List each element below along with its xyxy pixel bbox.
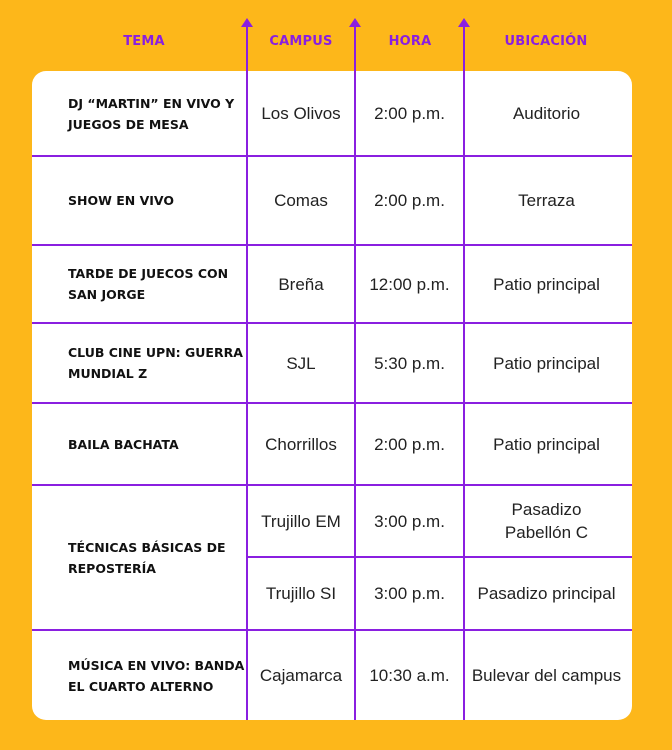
row-5-hora: 2:00 p.m. [374,434,445,454]
row-3-campus: Breña [278,274,324,294]
row-7-ubicacion: Bulevar del campus [471,666,622,685]
header-ubicacion: UBICACIÓN [504,34,588,49]
header-campus: CAMPUS [269,34,333,49]
row-6a-campus: Trujillo EM [261,511,341,531]
row-5-campus: Chorrillos [265,434,337,454]
row-2-tema: SHOW EN VIVO [68,193,174,208]
row-6b-hora: 3:00 p.m. [374,584,445,603]
row-2-hora: 2:00 p.m. [374,191,445,210]
row-1-ubicacion: Auditorio [512,104,581,123]
row-1-tema: DJ “MARTIN” EN VIVO Y JUEGOS DE MESA [68,95,235,132]
row-6a-ubicacion: Pasadizo Pabellón C [504,500,589,542]
row-6a-hora: 3:00 p.m. [374,511,445,531]
row-3-tema: TARDE DE JUECOS CON SAN JORGE [68,266,229,302]
row-1-hora: 2:00 p.m. [374,104,445,123]
row-7-tema: MÚSICA EN VIVO: BANDA EL CUARTO ALTERNO [68,657,245,694]
header-hora: HORA [388,34,432,49]
row-3-ubicacion: Patio principal [493,274,600,294]
row-3-hora: 12:00 p.m. [369,274,450,294]
row-2-ubicacion: Terraza [518,191,575,210]
row-4-tema: CLUB CINE UPN: GUERRA MUNDIAL Z [68,345,243,381]
row-6b-campus: Trujillo SI [265,584,337,603]
header-tema: TEMA [123,34,165,49]
row-6-tema: TÉCNICAS BÁSICAS DE REPOSTERÍA [68,539,226,576]
row-4-ubicacion: Patio principal [493,353,600,373]
row-4-hora: 5:30 p.m. [374,353,445,373]
row-7-hora: 10:30 a.m. [369,666,450,685]
row-7-campus: Cajamarca [259,666,343,685]
row-5-ubicacion: Patio principal [493,434,600,454]
row-2-campus: Comas [274,191,328,210]
row-5-tema: BAILA BACHATA [68,436,179,452]
row-6b-ubicacion: Pasadizo principal [477,584,616,603]
row-4-campus: SJL [286,353,316,373]
row-1-campus: Los Olivos [261,104,341,123]
